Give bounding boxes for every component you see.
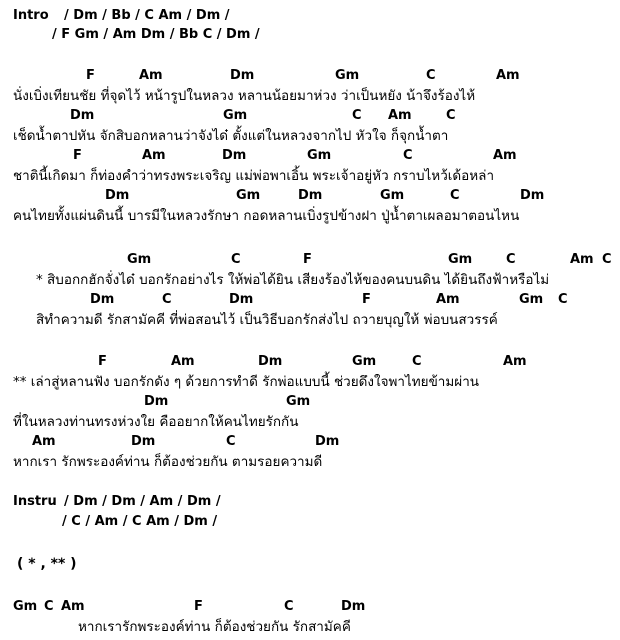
chorus-2-chord-line (0, 433, 620, 451)
verse-chord-line (0, 107, 620, 125)
chord: Am (388, 108, 412, 123)
chord: Dm (230, 68, 255, 83)
chorus-2-lyric-line (0, 453, 620, 471)
verse-lyric-line (0, 87, 620, 105)
instru-label: Instru (13, 494, 57, 509)
verse-lyric-line (0, 207, 620, 225)
chord: Gm (13, 599, 38, 614)
chord: Dm (229, 292, 254, 307)
chord: F (73, 148, 82, 163)
chord: Am (503, 354, 527, 369)
instru-chords-line-2: / C / Am / C Am / Dm / (62, 514, 218, 529)
lyric-text: ชาตินี้เกิดมา ก็ท่องคำว่าทรงพระเจริญ แม่พ่อพาเอิ้น พระเจ้าอยู่หัว กราบไหว้เด้อหล่า (13, 168, 495, 184)
chord: Gm (223, 108, 248, 123)
chord: Dm (131, 434, 156, 449)
chorus-2-chord-line (0, 393, 620, 411)
chord: Am (139, 68, 163, 83)
chord: Dm (315, 434, 340, 449)
chord: Am (142, 148, 166, 163)
chord: C (44, 599, 54, 614)
chord: Dm (298, 188, 323, 203)
chorus-1-lyric-line (0, 311, 620, 329)
instru-chords-line-1: / Dm / Dm / Am / Dm / (64, 494, 221, 509)
chord: Gm (448, 252, 473, 267)
chord: F (303, 252, 312, 267)
chord: Gm (335, 68, 360, 83)
chord: C (558, 292, 568, 307)
chorus-1-chord-line (0, 251, 620, 269)
chord: Am (496, 68, 520, 83)
chord: Am (493, 148, 517, 163)
chord: Dm (105, 188, 130, 203)
chord: C (226, 434, 236, 449)
chord: C (284, 599, 294, 614)
lyric-text: หากเรา รักพระองค์ท่าน ก็ต้องช่วยกัน ตามรอยความดี (13, 454, 323, 470)
repeat-marker: ( * , ** ) (17, 556, 77, 572)
lyric-text: ** เล่าสู่หลานฟัง บอกรักดัง ๆ ด้วยการทำดี รักพ่อแบบนี้ ช่วยดึงใจพาไทยข้ามผ่าน (13, 374, 480, 390)
chord: F (98, 354, 107, 369)
chord: Am (436, 292, 460, 307)
chord: Gm (307, 148, 332, 163)
chord: Dm (341, 599, 366, 614)
chord: Dm (70, 108, 95, 123)
outro-lyric-line (0, 618, 620, 636)
chord: C (352, 108, 362, 123)
lyric-text: นั่งเบิ่งเทียนชัย ที่จุดไว้ หน้ารูปในหลวง หลานน้อยมาห่วง ว่าเป็นหยัง น้าจึงร้องไห้ (13, 88, 476, 104)
intro-chords-line-2: / F Gm / Am Dm / Bb C / Dm / (52, 27, 260, 42)
chord: Dm (520, 188, 545, 203)
verse-lyric-line (0, 127, 620, 145)
verse-chord-line (0, 147, 620, 165)
chord: C (403, 148, 413, 163)
verse-lyric-line (0, 167, 620, 185)
lyric-text: ที่ในหลวงท่านทรงห่วงใย คืออยากให้คนไทยรักกัน (13, 414, 299, 430)
verse-chord-line (0, 187, 620, 205)
lyric-text: หากเรารักพระองค์ท่าน ก็ต้องช่วยกัน รักสามัคคี (78, 619, 351, 635)
chord: Dm (144, 394, 169, 409)
chord: Dm (90, 292, 115, 307)
chord: C (602, 252, 612, 267)
chord: Am (32, 434, 56, 449)
lyric-text: คนไทยทั้งแผ่นดินนี้ บารมีในหลวงรักษา กอดหลานเบิ่งรูปข้างฝา ปู่น้ำตาเผลอมาตอนไหน (13, 208, 520, 224)
chord: C (506, 252, 516, 267)
chord: Gm (352, 354, 377, 369)
lyric-text: สิทำความดี รักสามัคคี ที่พ่อสอนไว้ เป็นวิธีบอกรักส่งไป ถวายบุญให้ พ่อบนสวรรค์ (36, 312, 498, 328)
lyric-text: เช็ดน้ำตาปหัน จักสิบอกหลานว่าจังได๋ ตั้งแต่ในหลวงจากไป หัวใจ ก็จุกน้ำตา (13, 128, 449, 144)
chorus-2-lyric-line (0, 373, 620, 391)
chorus-2-lyric-line (0, 413, 620, 431)
chord: C (426, 68, 436, 83)
chord: C (412, 354, 422, 369)
chorus-1-chord-line (0, 291, 620, 309)
chord: Dm (222, 148, 247, 163)
chord: F (86, 68, 95, 83)
chord: C (450, 188, 460, 203)
chord: Gm (286, 394, 311, 409)
lyric-text: * สิบอกกฮักจั่งได๋ บอกรักอย่างไร ให้พ่อได้ยิน เสียงร้องไห้ของคนบนดิน ได้ยินถึงฟ้าหรือไม่ (36, 272, 550, 288)
chord: Gm (127, 252, 152, 267)
chord: Gm (380, 188, 405, 203)
verse-chord-line (0, 67, 620, 85)
chord: Am (171, 354, 195, 369)
chord: Gm (519, 292, 544, 307)
chord: Gm (236, 188, 261, 203)
chorus-2-chord-line (0, 353, 620, 371)
chord: Am (570, 252, 594, 267)
intro-chords-line-1: / Dm / Bb / C Am / Dm / (64, 8, 230, 23)
chord: Am (61, 599, 85, 614)
chorus-1-lyric-line (0, 271, 620, 289)
chord: C (446, 108, 456, 123)
intro-label: Intro (13, 8, 49, 23)
outro-chord-line (0, 598, 620, 616)
chord: F (362, 292, 371, 307)
chord: C (231, 252, 241, 267)
chord: Dm (258, 354, 283, 369)
chord: F (194, 599, 203, 614)
chord: C (162, 292, 172, 307)
